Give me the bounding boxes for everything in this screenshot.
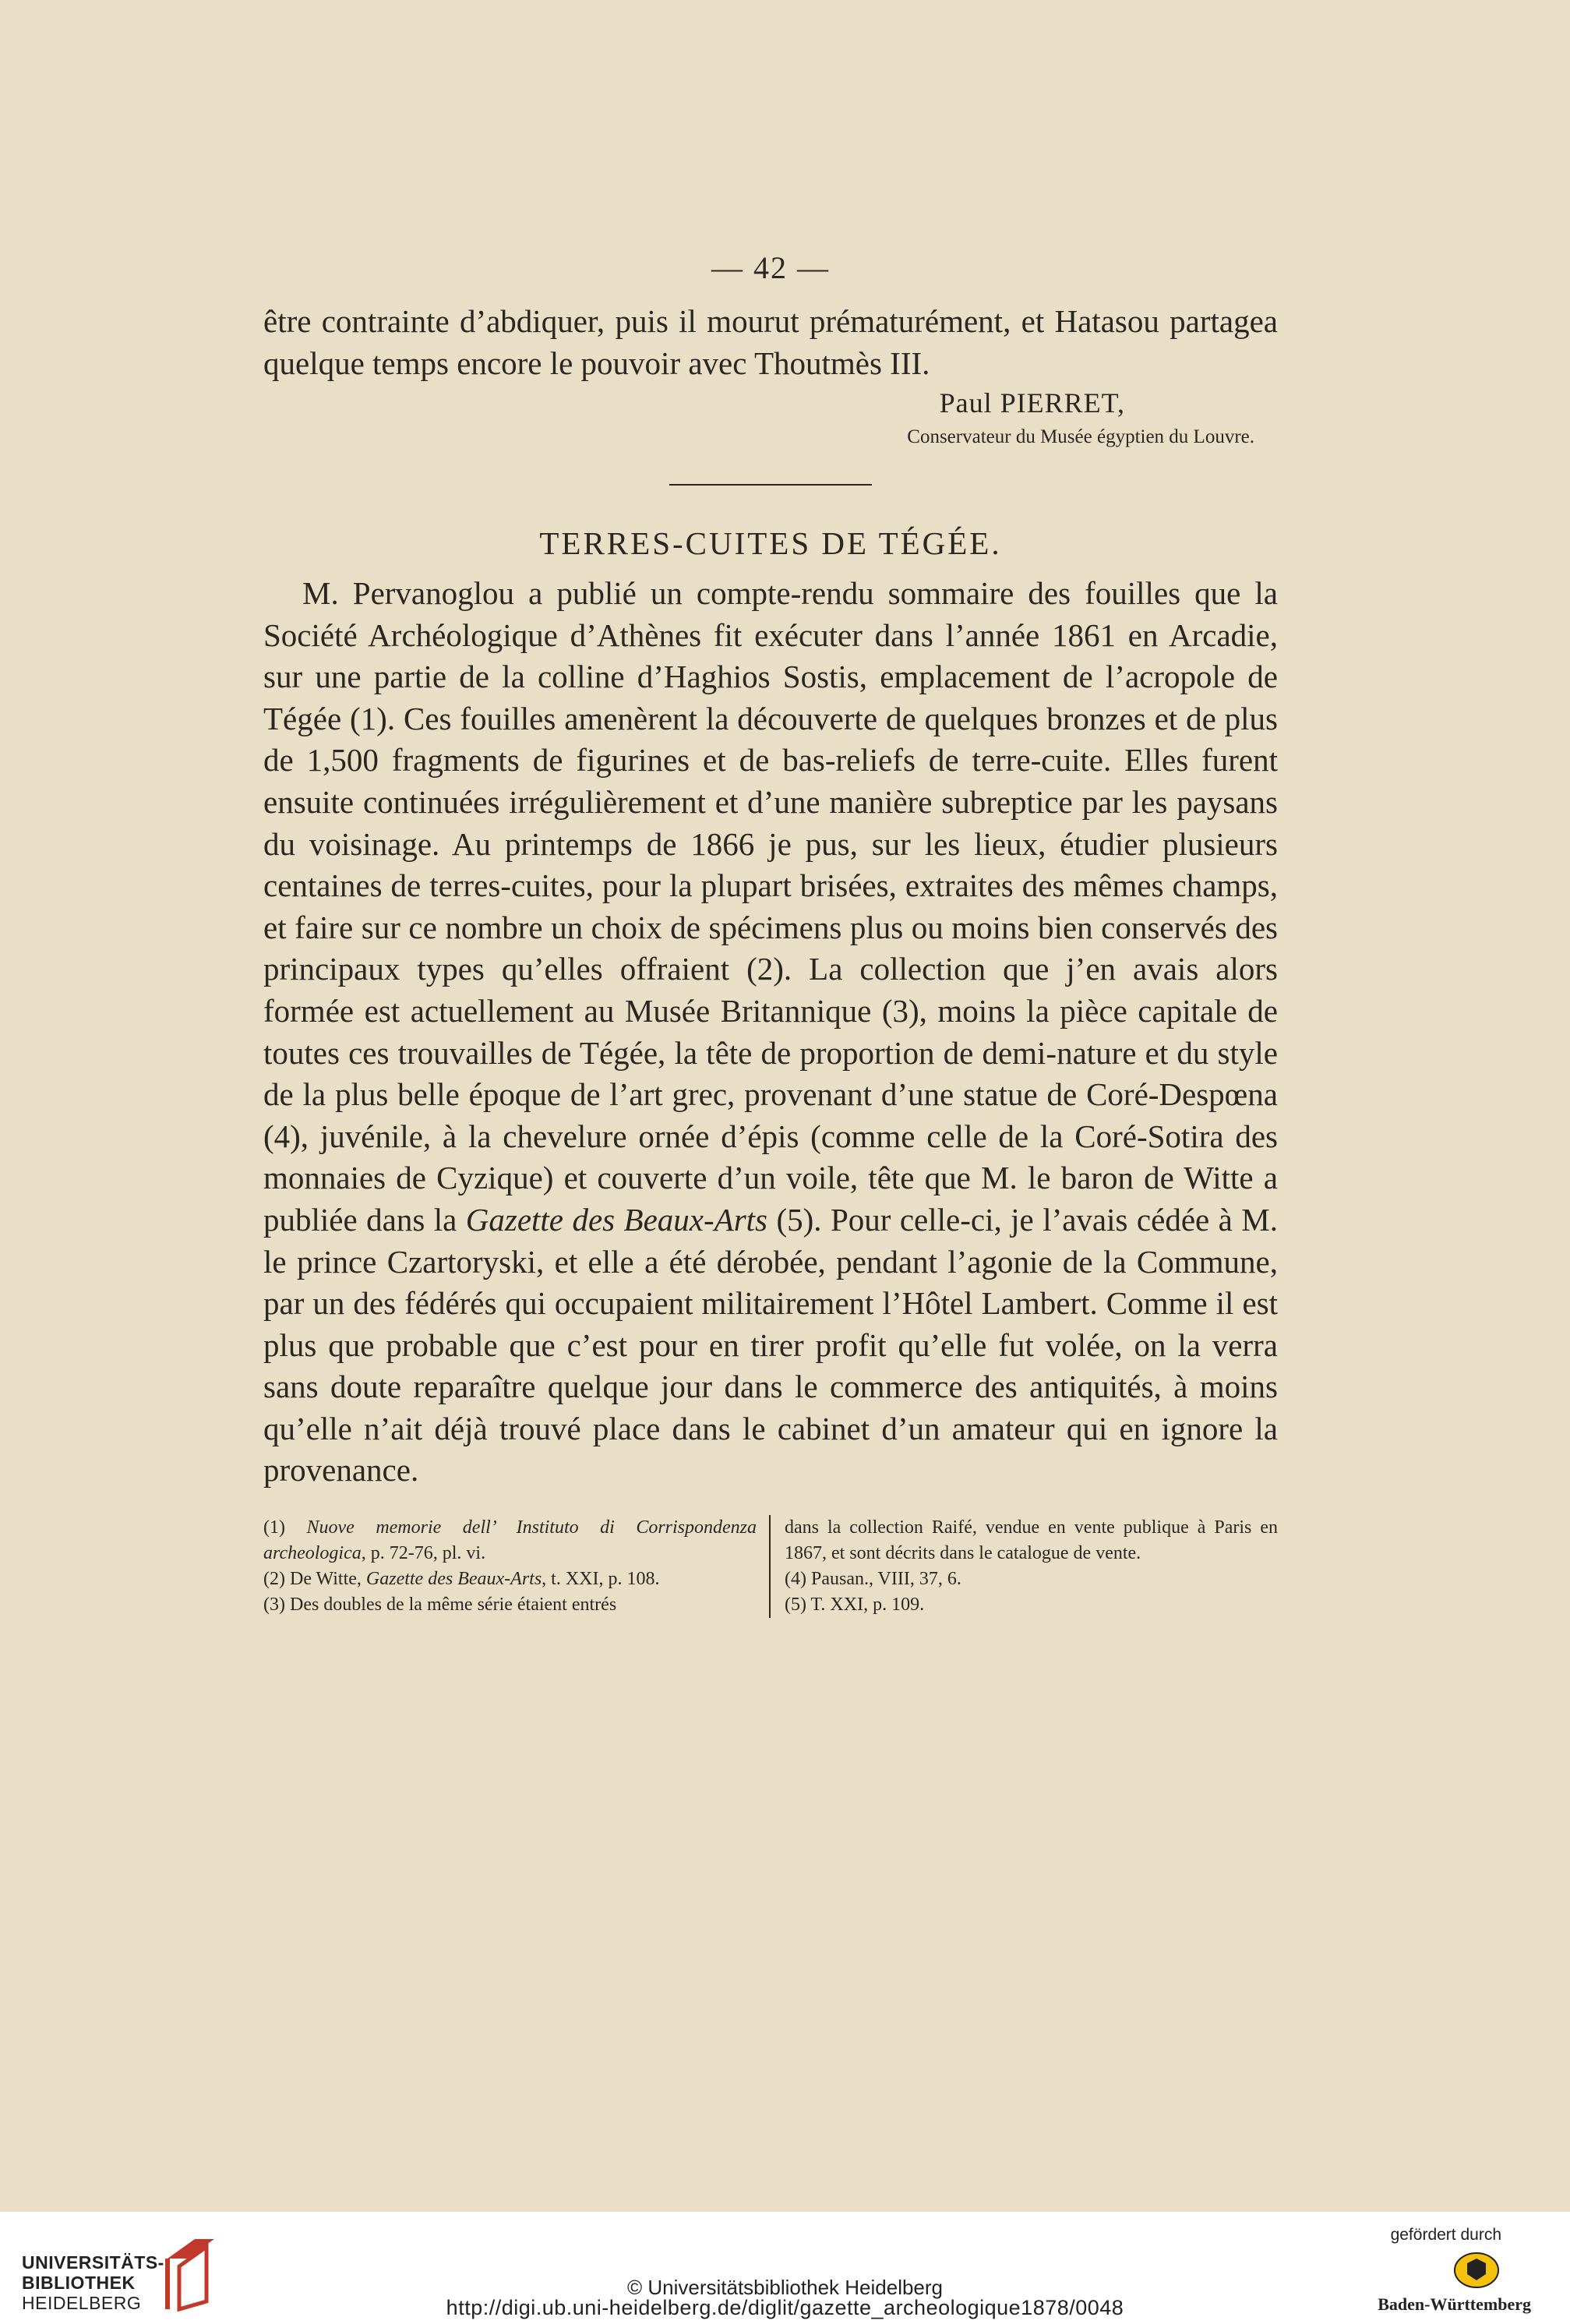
body-text-part1: M. Pervanoglou a publié un compte-rendu sommaire des fouilles que la Société Archéologique d’Athènes fit exécuter dans l’année 1861 en Arcadie, sur une partie de la colline d’Haghios Sostis, emplacement de l’acropole de Tégée (1). Ces fouilles amenèrent la découverte de quelques bronzes et de plus de 1,500 fragments de figurines et de bas-reliefs de terre-cuite. Elles furent ensuite continuées irrégulièrement et d’une manière subreptice par les paysans du voisinage. Au printemps de 1866 je pus, sur les lieux, étudier plusieurs centaines de terres-cuites, pour la plupart brisées, extraites des mêmes champs, et faire sur ce nombre un choix de spécimens plus ou moins bien conservés des principaux types qu’elles offraient (2). La collection que j’en avais alors formée est actuellement au Musée Britannique (3), moins la pièce capitale de toutes ces trouvailles de Tégée, la tête de proportion de demi-nature et du style de la plus belle époque de l’art grec, provenant d’une statue de Coré-Despœna (4), juvénile, à la chevelure ornée d’épis (comme celle de la Coré-Sotira des monnaies de Cyzique) et couverte d’un voile, tête que M. le baron de Witte a publiée dans la	[263, 575, 1278, 1238]
body-paragraph	[263, 573, 1278, 1492]
footnote-3: (3) Des doubles de la même série étaient entrés	[263, 1595, 617, 1616]
body-text-part2: (5). Pour celle-ci, je l’avais cédée à M. le prince Czartoryski, et elle a été dérobée, pendant l’agonie de la Commune, par un des fédérés qui occupaient militairement l’Hôtel Lambert. Comme il est plus que probable que c’est pour en tirer profit qu’elle fut volée, on la verra sans doute reparaître quelque jour dans le commerce des antiquités, à moins qu’elle n’ait déjà trouvé place dans le cabinet d’un amateur qui en ignore la provenance.	[263, 1201, 1279, 1489]
footnote-2: (2) De Witte, Gazette des Beaux-Arts, t. XXI, p. 108.	[263, 1569, 660, 1590]
baden-wuerttemberg-emblem-icon	[1453, 2251, 1500, 2290]
permalink-url[interactable]: http://digi.ub.uni-heidelberg.de/diglit/gazette_archeologique1878/0048	[446, 2296, 1124, 2319]
footnotes	[263, 1515, 1278, 1618]
university-library-logo[interactable]: UNIVERSITÄTS- BIBLIOTHEK HEIDELBERG	[22, 2252, 164, 2313]
funder-name: Baden-Württemberg	[1378, 2294, 1531, 2314]
signature-name: Paul PIERRET,	[939, 387, 1125, 419]
page-number: — 42 —	[711, 250, 830, 285]
copyright-notice: © Universitätsbibliothek Heidelberg	[626, 2276, 944, 2299]
intro-paragraph: être contrainte d’abdiquer, puis il mourut prématurément, et Hatasou partagea quelque temps encore le pouvoir avec Thoutmès III.	[263, 303, 1278, 381]
footnote-1: (1) Nuove memorie dell’ Instituto di Corrispondenza archeologica, p. 72-76, pl. vi.	[263, 1517, 757, 1564]
viewer-footer	[0, 2212, 1570, 2324]
signature-title: Conservateur du Musée égyptien du Louvre.	[907, 426, 1254, 447]
footnotes-left-column	[263, 1515, 769, 1618]
section-divider	[669, 484, 872, 486]
body-italic-title: Gazette des Beaux-Arts	[465, 1201, 767, 1238]
section-title: TERRES-CUITES DE TÉGÉE.	[539, 525, 1002, 561]
footnote-4: (4) Pausan., VIII, 37, 6.	[785, 1569, 961, 1590]
page-content	[263, 249, 1278, 1618]
funded-by-label: gefördert durch	[1390, 2226, 1501, 2244]
footnote-5: (5) T. XXI, p. 109.	[785, 1595, 925, 1616]
footnotes-right-column	[769, 1515, 1278, 1618]
footnote-3-continued: dans la collection Raifé, vendue en vente publique à Paris en 1867, et sont décrits dans le catalogue de vente.	[785, 1517, 1278, 1564]
